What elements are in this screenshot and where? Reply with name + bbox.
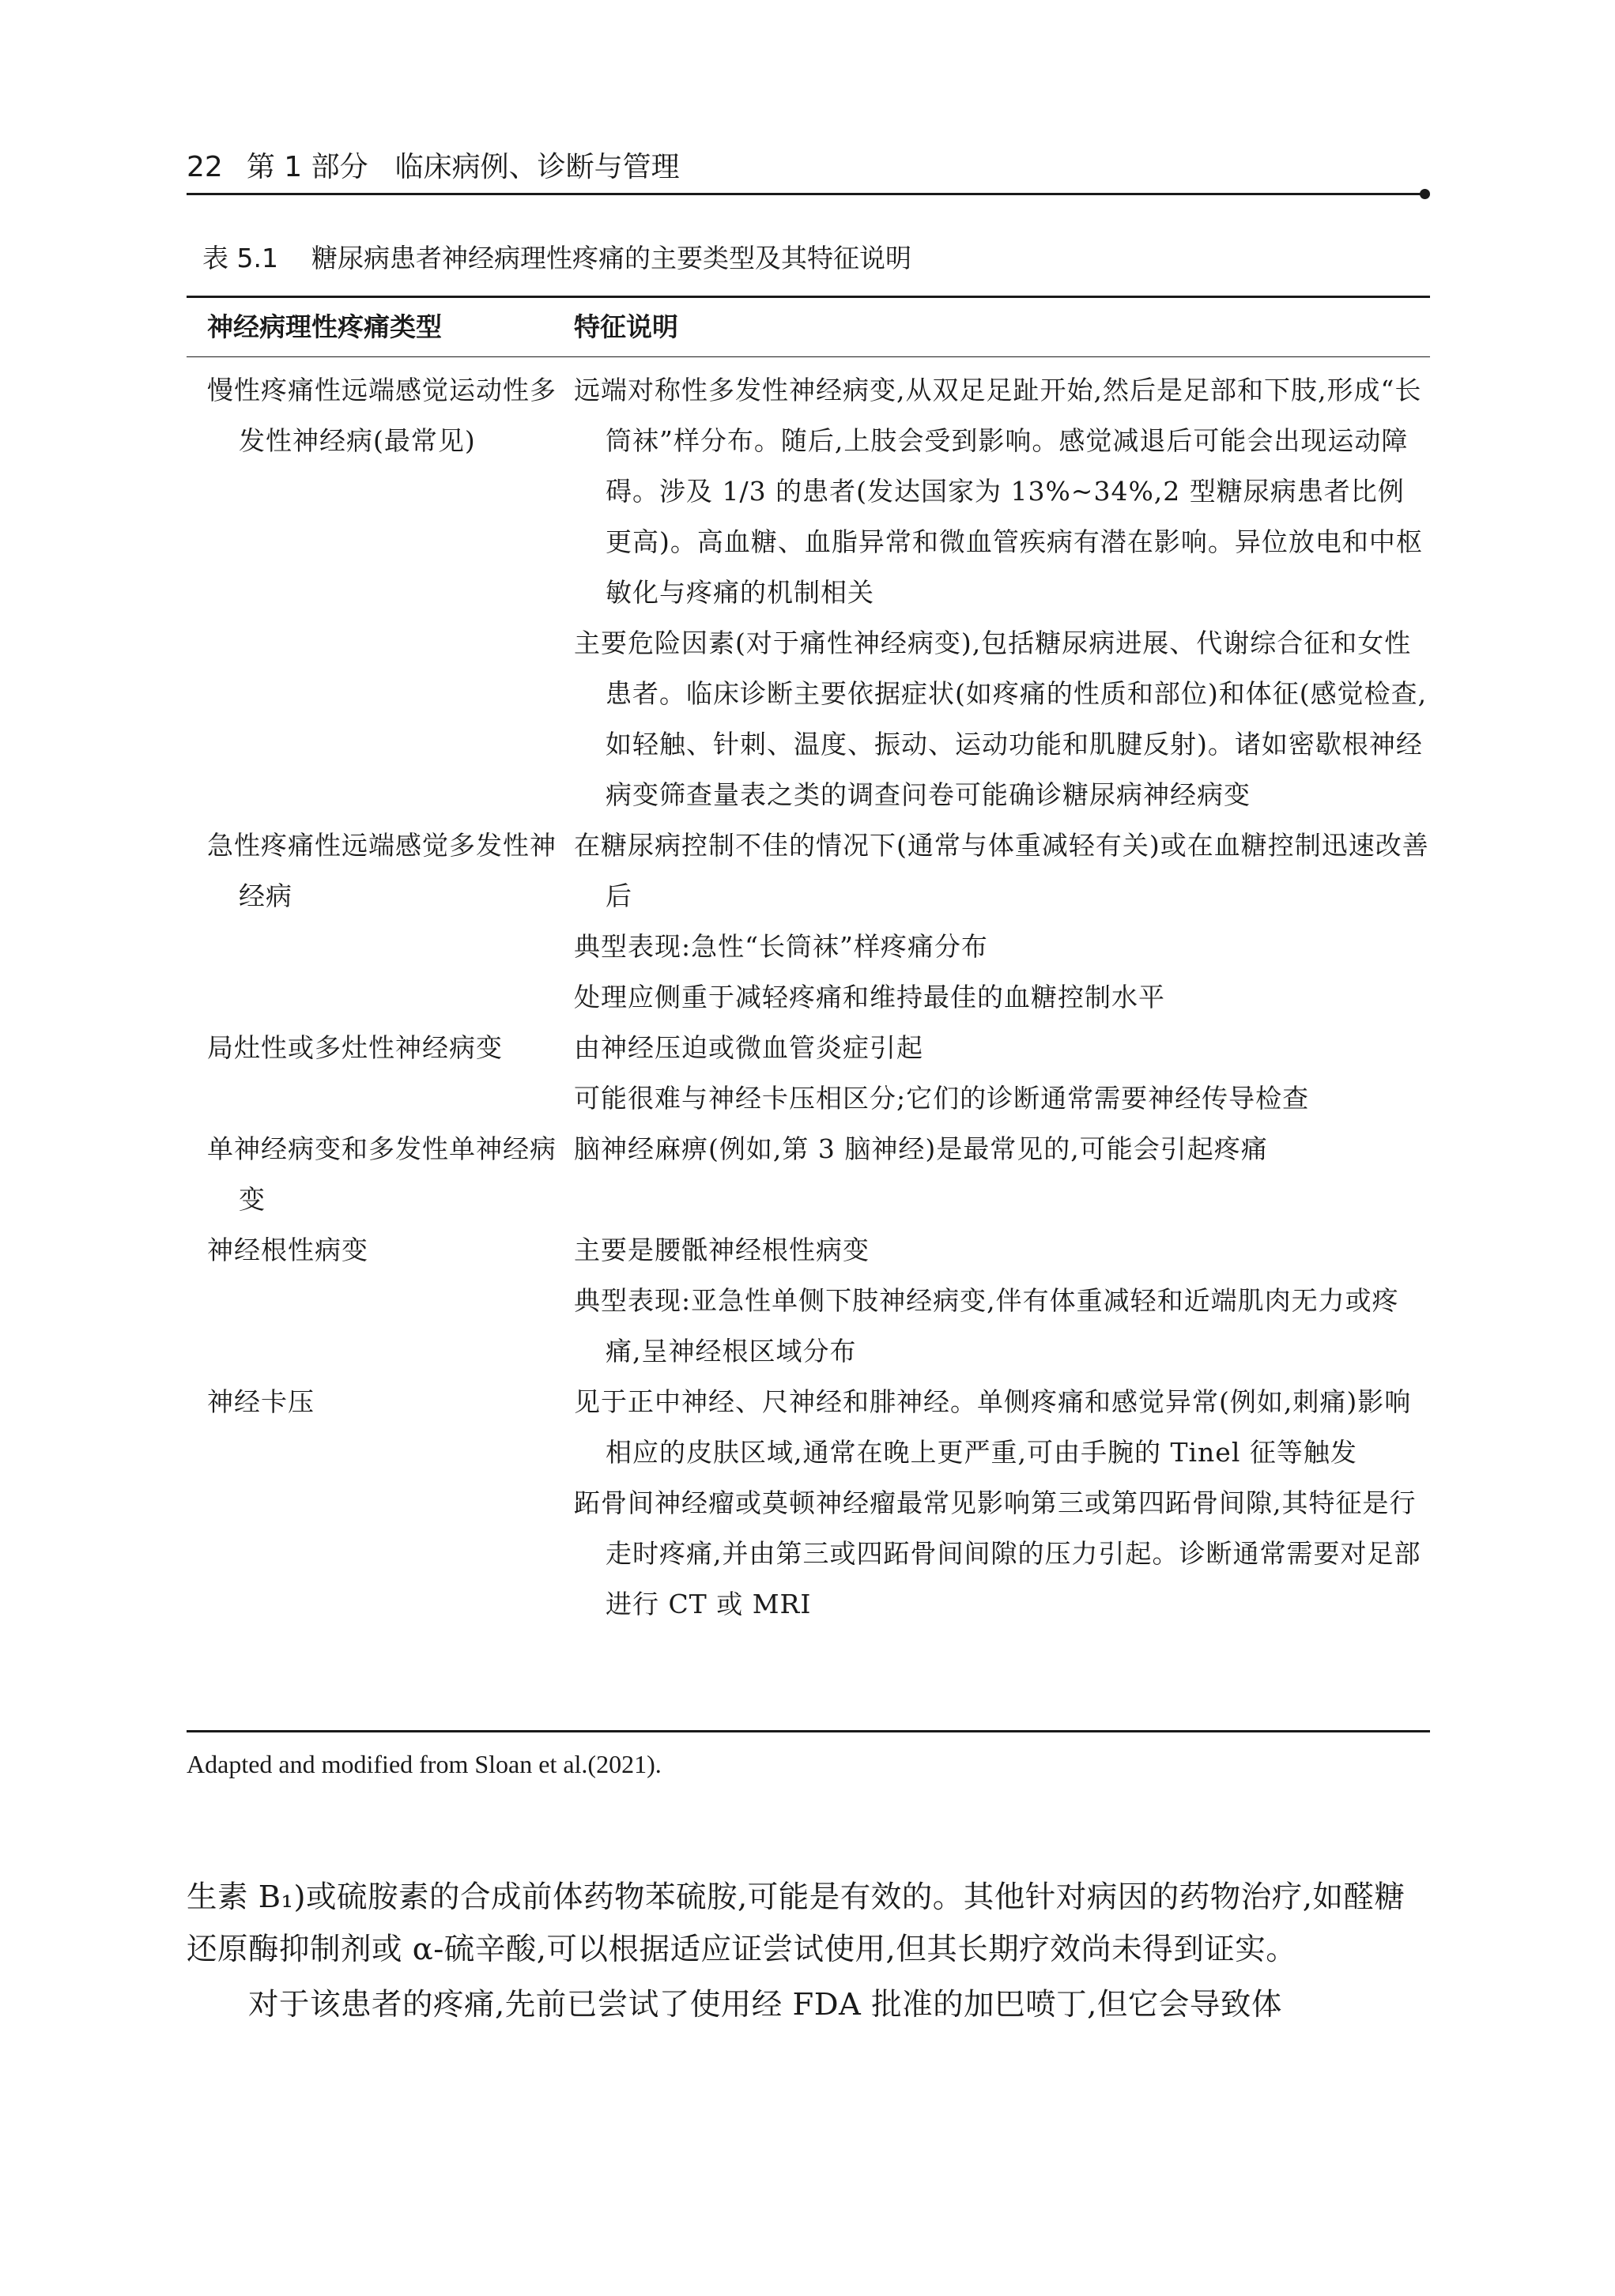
body-paragraph: 对于该患者的疼痛,先前已尝试了使用经 FDA 批准的加巴喷丁,但它会导致体	[248, 1987, 1282, 2023]
table-row	[187, 1225, 1430, 1377]
pain-type: 单神经病变和多发性单神经病变	[207, 1133, 557, 1215]
pain-type: 慢性疼痛性远端感觉运动性多发性神经病(最常见)	[207, 375, 557, 456]
section-title: 临床病例、诊断与管理	[394, 151, 680, 183]
table-number: 表 5.1	[202, 243, 278, 273]
table-body	[187, 365, 1430, 1630]
pain-type: 局灶性或多灶性神经病变	[207, 1032, 503, 1063]
table-row	[187, 1124, 1430, 1225]
pain-type: 神经根性病变	[207, 1235, 368, 1265]
part-label: 第 1 部分	[246, 151, 368, 183]
feature-text: 跖骨间神经瘤或莫顿神经瘤最常见影响第三或第四跖骨间隙,其特征是行走时疼痛,并由第三或四跖骨间间隙的压力引起。诊断通常需要对足部进行 CT 或 MRI	[574, 1487, 1421, 1619]
table-source-note: Adapted and modified from Sloan et al.(2021).	[187, 1750, 662, 1778]
table-row	[187, 1377, 1430, 1630]
feature-text: 典型表现:亚急性单侧下肢神经病变,伴有体重减轻和近端肌肉无力或疼痛,呈神经根区域分布	[574, 1285, 1399, 1367]
header-rule	[187, 193, 1424, 195]
table-header-rule	[187, 356, 1430, 357]
table-row	[187, 1023, 1430, 1124]
table-title: 糖尿病患者神经病理性疼痛的主要类型及其特征说明	[311, 243, 911, 273]
table-header-features: 特征说明	[574, 311, 678, 342]
table-caption	[202, 237, 911, 280]
table-header-type: 神经病理性疼痛类型	[207, 311, 442, 342]
table-row	[187, 820, 1430, 1023]
page-number: 22	[187, 151, 223, 183]
table-row	[187, 365, 1430, 820]
feature-text: 主要是腰骶神经根性病变	[574, 1235, 870, 1265]
feature-text: 处理应侧重于减轻疼痛和维持最佳的血糖控制水平	[574, 982, 1165, 1012]
running-header	[187, 144, 1430, 191]
header-rule-dot	[1420, 189, 1430, 199]
body-paragraph: 生素 B₁)或硫胺素的合成前体药物苯硫胺,可能是有效的。其他针对病因的药物治疗,如醛糖还原酶抑制剂或 α-硫辛酸,可以根据适应证尝试使用,但其长期疗效尚未得到证实。	[187, 1879, 1406, 1967]
feature-text: 典型表现:急性“长筒袜”样疼痛分布	[574, 931, 988, 962]
table-bottom-rule	[187, 1730, 1430, 1732]
feature-text: 在糖尿病控制不佳的情况下(通常与体重减轻有关)或在血糖控制迅速改善后	[574, 830, 1429, 911]
feature-text: 主要危险因素(对于痛性神经病变),包括糖尿病进展、代谢综合征和女性患者。临床诊断主要依据症状(如疼痛的性质和部位)和体征(感觉检查,如轻触、针刺、温度、振动、运动功能和肌腱反射)。诸如密歇根神经病变筛查量表之类的调查问卷可能确诊糖尿病神经病变	[574, 628, 1428, 810]
table-top-rule	[187, 296, 1430, 298]
feature-text: 见于正中神经、尺神经和腓神经。单侧疼痛和感觉异常(例如,刺痛)影响相应的皮肤区域,通常在晚上更严重,可由手腕的 Tinel 征等触发	[574, 1386, 1412, 1468]
feature-text: 脑神经麻痹(例如,第 3 脑神经)是最常见的,可能会引起疼痛	[574, 1133, 1268, 1164]
pain-type: 急性疼痛性远端感觉多发性神经病	[207, 830, 557, 911]
feature-text: 由神经压迫或微血管炎症引起	[574, 1032, 923, 1063]
feature-text: 远端对称性多发性神经病变,从双足足趾开始,然后是足部和下肢,形成“长筒袜”样分布。随后,上肢会受到影响。感觉减退后可能会出现运动障碍。涉及 1/3 的患者(发达国家为 13%~34%,2 型糖尿病患者比例更高)。高血糖、血脂异常和微血管疾病有潜在影响。异位放电和中枢敏化与疼痛的机制相关	[574, 375, 1423, 608]
feature-text: 可能很难与神经卡压相区分;它们的诊断通常需要神经传导检查	[574, 1083, 1310, 1114]
pain-type: 神经卡压	[207, 1386, 315, 1417]
body-text	[187, 1872, 1430, 2031]
